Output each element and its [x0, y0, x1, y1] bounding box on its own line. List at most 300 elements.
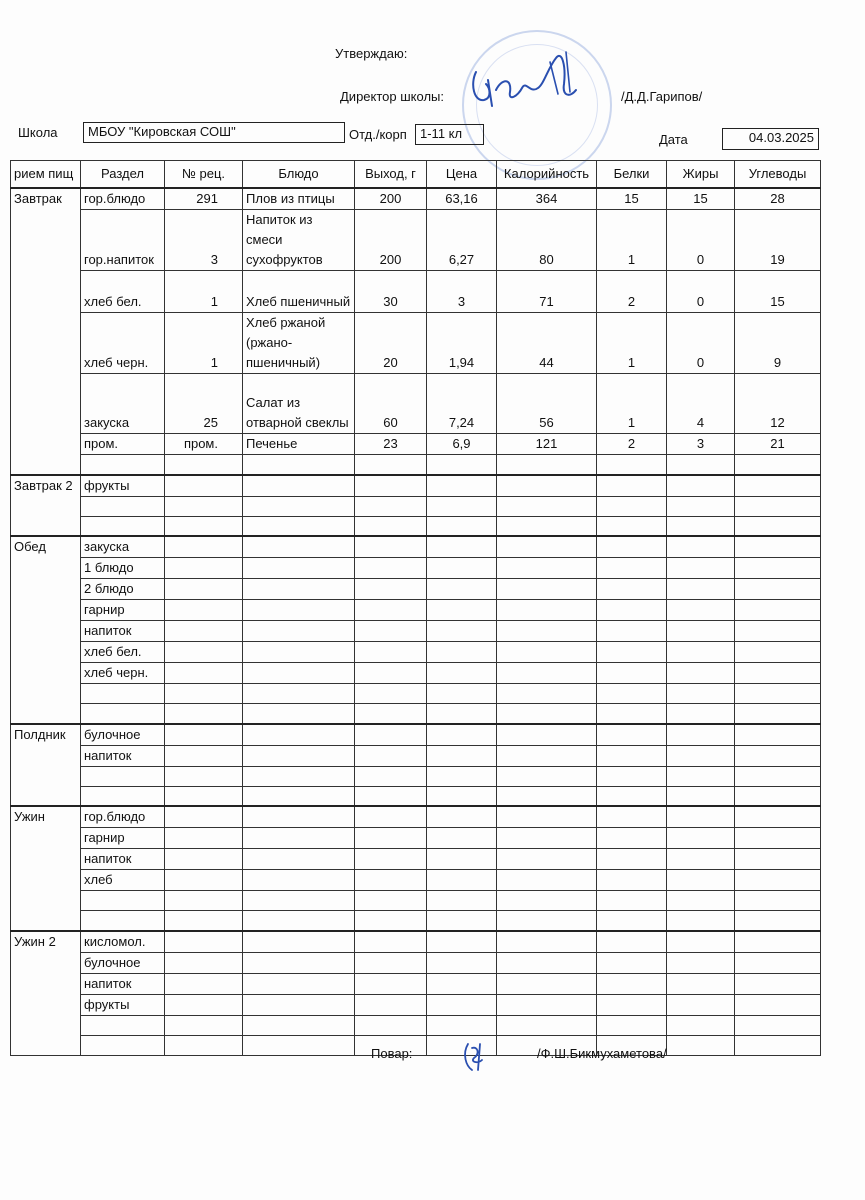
table-header-row	[11, 161, 821, 189]
table-row	[11, 600, 821, 621]
cell-fats	[667, 1015, 735, 1035]
cell-proteins	[597, 475, 667, 497]
cell-carbs: 28	[735, 188, 821, 210]
cell-price	[427, 952, 497, 973]
cell-weight: 20	[355, 313, 427, 374]
cell-section: пром.	[81, 434, 165, 455]
table-row	[11, 786, 821, 806]
cell-dish	[243, 911, 355, 931]
cell-fats	[667, 994, 735, 1015]
cell-dish	[243, 724, 355, 746]
col-header-meal: рием пищ	[11, 161, 81, 189]
cell-weight	[355, 455, 427, 475]
cell-price: 63,16	[427, 188, 497, 210]
cell-calories	[497, 952, 597, 973]
cell-carbs	[735, 1015, 821, 1035]
cell-fats	[667, 558, 735, 579]
cell-carbs	[735, 891, 821, 911]
cell-carbs	[735, 806, 821, 828]
col-header-dish: Блюдо	[243, 161, 355, 189]
cell-weight	[355, 786, 427, 806]
cell-proteins	[597, 828, 667, 849]
cell-weight	[355, 496, 427, 516]
cell-calories	[497, 766, 597, 786]
cell-carbs	[735, 536, 821, 558]
table-row	[11, 374, 821, 434]
cell-recipe	[165, 870, 243, 891]
cell-proteins: 2	[597, 434, 667, 455]
cell-weight	[355, 806, 427, 828]
table-row	[11, 684, 821, 704]
cell-recipe	[165, 663, 243, 684]
cell-carbs	[735, 994, 821, 1015]
cell-recipe	[165, 973, 243, 994]
cell-fats	[667, 766, 735, 786]
table-row	[11, 745, 821, 766]
cell-carbs	[735, 786, 821, 806]
cell-price	[427, 704, 497, 724]
cell-proteins	[597, 931, 667, 953]
cell-fats	[667, 642, 735, 663]
cell-fats: 4	[667, 374, 735, 434]
cell-proteins	[597, 496, 667, 516]
cell-fats	[667, 786, 735, 806]
table-row	[11, 536, 821, 558]
cook-name: /Ф.Ш.Бикмухаметова/	[537, 1046, 667, 1061]
cell-recipe	[165, 849, 243, 870]
cell-section	[81, 891, 165, 911]
cell-price	[427, 806, 497, 828]
table-row	[11, 475, 821, 497]
cell-section: гор.блюдо	[81, 188, 165, 210]
cell-price	[427, 663, 497, 684]
cell-fats	[667, 621, 735, 642]
cell-section: напиток	[81, 849, 165, 870]
cell-dish	[243, 952, 355, 973]
cell-weight	[355, 891, 427, 911]
cell-dish	[243, 663, 355, 684]
cell-price	[427, 536, 497, 558]
cell-weight	[355, 642, 427, 663]
cell-dish	[243, 994, 355, 1015]
cell-calories: 364	[497, 188, 597, 210]
cell-carbs: 15	[735, 271, 821, 313]
cell-price	[427, 745, 497, 766]
cell-calories	[497, 994, 597, 1015]
table-row	[11, 271, 821, 313]
cell-proteins	[597, 642, 667, 663]
cell-calories: 56	[497, 374, 597, 434]
cell-calories	[497, 663, 597, 684]
cell-section	[81, 1015, 165, 1035]
cell-dish	[243, 558, 355, 579]
cell-section: хлеб бел.	[81, 271, 165, 313]
col-header-recipe: № рец.	[165, 161, 243, 189]
cell-calories: 80	[497, 210, 597, 271]
cell-carbs	[735, 828, 821, 849]
cell-proteins	[597, 973, 667, 994]
cell-price	[427, 891, 497, 911]
cell-price	[427, 600, 497, 621]
cell-calories: 44	[497, 313, 597, 374]
cell-carbs: 21	[735, 434, 821, 455]
cell-fats	[667, 849, 735, 870]
cell-calories: 71	[497, 271, 597, 313]
cell-recipe: 1	[165, 313, 243, 374]
meal-name: Завтрак 2	[11, 475, 81, 537]
cell-weight	[355, 684, 427, 704]
cell-calories	[497, 931, 597, 953]
cell-recipe: 291	[165, 188, 243, 210]
table-row	[11, 704, 821, 724]
cell-calories	[497, 704, 597, 724]
cell-section: гор.напиток	[81, 210, 165, 271]
cell-calories	[497, 642, 597, 663]
table-row	[11, 952, 821, 973]
table-row	[11, 806, 821, 828]
cell-weight	[355, 704, 427, 724]
cell-weight	[355, 870, 427, 891]
cell-dish	[243, 642, 355, 663]
dept-label: Отд./корп	[349, 127, 407, 142]
table-row	[11, 313, 821, 374]
cell-section: 1 блюдо	[81, 558, 165, 579]
cell-recipe	[165, 475, 243, 497]
cell-recipe	[165, 621, 243, 642]
table-row	[11, 994, 821, 1015]
table-row	[11, 911, 821, 931]
cell-weight: 23	[355, 434, 427, 455]
cell-carbs	[735, 455, 821, 475]
cell-calories	[497, 891, 597, 911]
cell-dish	[243, 745, 355, 766]
cell-fats	[667, 891, 735, 911]
cell-recipe	[165, 704, 243, 724]
cell-dish	[243, 973, 355, 994]
cell-calories	[497, 536, 597, 558]
cell-calories: 121	[497, 434, 597, 455]
cell-weight	[355, 600, 427, 621]
cell-section: хлеб бел.	[81, 642, 165, 663]
cell-dish: Хлеб ржаной (ржано-пшеничный)	[243, 313, 355, 374]
cell-proteins	[597, 806, 667, 828]
cell-proteins: 15	[597, 188, 667, 210]
cell-proteins	[597, 600, 667, 621]
col-header-section: Раздел	[81, 161, 165, 189]
cell-fats	[667, 973, 735, 994]
meal-name: Полдник	[11, 724, 81, 807]
table-row	[11, 558, 821, 579]
cell-fats	[667, 496, 735, 516]
cell-proteins	[597, 849, 667, 870]
cell-dish	[243, 849, 355, 870]
cell-calories	[497, 745, 597, 766]
table-row	[11, 1035, 821, 1055]
cell-dish	[243, 766, 355, 786]
cell-price	[427, 870, 497, 891]
cell-calories	[497, 621, 597, 642]
cell-price: 1,94	[427, 313, 497, 374]
cell-recipe	[165, 786, 243, 806]
cell-calories	[497, 1015, 597, 1035]
cell-recipe	[165, 828, 243, 849]
cell-price: 7,24	[427, 374, 497, 434]
cell-recipe	[165, 1015, 243, 1035]
cell-weight	[355, 828, 427, 849]
meal-group	[11, 475, 821, 537]
cell-carbs	[735, 849, 821, 870]
cell-proteins	[597, 724, 667, 746]
director-name: /Д.Д.Гарипов/	[621, 89, 703, 104]
cell-carbs	[735, 558, 821, 579]
cell-dish	[243, 891, 355, 911]
cell-recipe	[165, 684, 243, 704]
meal-group	[11, 806, 821, 931]
school-label: Школа	[18, 125, 58, 140]
cell-weight	[355, 475, 427, 497]
cell-proteins	[597, 1015, 667, 1035]
col-header-carbs: Углеводы	[735, 161, 821, 189]
cell-carbs	[735, 724, 821, 746]
cell-price	[427, 766, 497, 786]
cell-dish	[243, 931, 355, 953]
cell-price: 3	[427, 271, 497, 313]
cell-dish	[243, 621, 355, 642]
cell-dish	[243, 828, 355, 849]
table-row	[11, 766, 821, 786]
cell-calories	[497, 516, 597, 536]
cell-weight	[355, 911, 427, 931]
cell-calories	[497, 455, 597, 475]
cell-calories	[497, 579, 597, 600]
cell-proteins	[597, 911, 667, 931]
cell-recipe	[165, 724, 243, 746]
cell-dish	[243, 496, 355, 516]
cell-fats	[667, 475, 735, 497]
cell-section: фрукты	[81, 994, 165, 1015]
cell-fats	[667, 600, 735, 621]
cell-dish	[243, 870, 355, 891]
cell-proteins	[597, 558, 667, 579]
cell-proteins	[597, 952, 667, 973]
cell-calories	[497, 973, 597, 994]
cell-weight: 200	[355, 188, 427, 210]
cell-price	[427, 994, 497, 1015]
meal-group	[11, 188, 821, 475]
cell-carbs	[735, 931, 821, 953]
cell-dish	[243, 536, 355, 558]
table-row	[11, 1015, 821, 1035]
cell-section	[81, 516, 165, 536]
meal-name: Обед	[11, 536, 81, 724]
table-row	[11, 434, 821, 455]
cell-proteins	[597, 455, 667, 475]
cell-carbs	[735, 475, 821, 497]
cell-price	[427, 828, 497, 849]
cell-proteins	[597, 704, 667, 724]
cell-proteins	[597, 766, 667, 786]
cell-carbs	[735, 704, 821, 724]
cell-section	[81, 1035, 165, 1055]
cell-price	[427, 579, 497, 600]
cell-weight	[355, 849, 427, 870]
cell-proteins	[597, 994, 667, 1015]
cell-fats	[667, 724, 735, 746]
cell-proteins	[597, 684, 667, 704]
cell-recipe	[165, 600, 243, 621]
cell-weight	[355, 994, 427, 1015]
cell-section: гарнир	[81, 828, 165, 849]
cell-recipe	[165, 516, 243, 536]
cell-fats	[667, 931, 735, 953]
table-row	[11, 621, 821, 642]
meal-group	[11, 536, 821, 724]
school-field: МБОУ "Кировская СОШ"	[83, 122, 345, 143]
cell-carbs	[735, 496, 821, 516]
cell-recipe	[165, 642, 243, 663]
cell-recipe	[165, 558, 243, 579]
col-header-price: Цена	[427, 161, 497, 189]
cell-dish: Напиток из смеси сухофруктов	[243, 210, 355, 271]
cell-calories	[497, 786, 597, 806]
col-header-weight: Выход, г	[355, 161, 427, 189]
cell-section: хлеб черн.	[81, 663, 165, 684]
table-row	[11, 496, 821, 516]
cell-calories	[497, 600, 597, 621]
cell-weight	[355, 745, 427, 766]
cell-price	[427, 642, 497, 663]
cell-weight	[355, 724, 427, 746]
approve-label: Утверждаю:	[335, 46, 408, 61]
cell-recipe	[165, 1035, 243, 1055]
cell-dish	[243, 1015, 355, 1035]
cell-carbs	[735, 579, 821, 600]
cell-carbs	[735, 870, 821, 891]
cell-section	[81, 766, 165, 786]
cell-recipe: пром.	[165, 434, 243, 455]
cell-fats	[667, 870, 735, 891]
cell-fats	[667, 516, 735, 536]
cell-recipe	[165, 911, 243, 931]
cell-dish: Плов из птицы	[243, 188, 355, 210]
cell-weight	[355, 558, 427, 579]
cell-proteins	[597, 663, 667, 684]
cell-section: булочное	[81, 724, 165, 746]
cell-proteins: 1	[597, 313, 667, 374]
cell-price	[427, 849, 497, 870]
cook-signature	[456, 1040, 492, 1074]
cell-fats	[667, 663, 735, 684]
cell-weight	[355, 536, 427, 558]
cell-dish	[243, 475, 355, 497]
cell-proteins	[597, 786, 667, 806]
cell-recipe	[165, 931, 243, 953]
cell-price	[427, 786, 497, 806]
cell-weight: 60	[355, 374, 427, 434]
cell-section: фрукты	[81, 475, 165, 497]
table-row	[11, 210, 821, 271]
cell-price	[427, 1015, 497, 1035]
cell-section: гарнир	[81, 600, 165, 621]
cell-calories	[497, 828, 597, 849]
cell-section	[81, 911, 165, 931]
cell-section: напиток	[81, 621, 165, 642]
cell-recipe	[165, 455, 243, 475]
cell-fats	[667, 952, 735, 973]
table-row	[11, 579, 821, 600]
cell-recipe	[165, 579, 243, 600]
cell-proteins	[597, 870, 667, 891]
cell-carbs: 12	[735, 374, 821, 434]
cell-section: закуска	[81, 374, 165, 434]
cell-carbs	[735, 973, 821, 994]
cell-dish	[243, 806, 355, 828]
cell-carbs	[735, 600, 821, 621]
cell-section: гор.блюдо	[81, 806, 165, 828]
cell-fats	[667, 579, 735, 600]
cell-recipe: 25	[165, 374, 243, 434]
cell-weight: 200	[355, 210, 427, 271]
cell-carbs	[735, 766, 821, 786]
cell-recipe	[165, 806, 243, 828]
director-label: Директор школы:	[340, 89, 444, 104]
table-row	[11, 188, 821, 210]
cell-weight	[355, 952, 427, 973]
cell-carbs: 19	[735, 210, 821, 271]
cell-weight	[355, 1015, 427, 1035]
menu-table	[10, 160, 821, 1056]
cell-price	[427, 558, 497, 579]
table-row	[11, 931, 821, 953]
cell-fats	[667, 1035, 735, 1055]
cell-price	[427, 516, 497, 536]
cell-carbs: 9	[735, 313, 821, 374]
cell-fats	[667, 684, 735, 704]
cell-calories	[497, 724, 597, 746]
meal-name: Ужин 2	[11, 931, 81, 1056]
cell-proteins	[597, 621, 667, 642]
cell-carbs	[735, 516, 821, 536]
cell-weight	[355, 579, 427, 600]
cell-proteins	[597, 891, 667, 911]
cell-fats	[667, 745, 735, 766]
cell-proteins: 1	[597, 210, 667, 271]
table-row	[11, 973, 821, 994]
meal-group	[11, 724, 821, 807]
cell-weight	[355, 621, 427, 642]
cell-proteins	[597, 516, 667, 536]
col-header-calories: Калорийность	[497, 161, 597, 189]
col-header-fats: Жиры	[667, 161, 735, 189]
cell-recipe	[165, 952, 243, 973]
meal-group	[11, 931, 821, 1056]
cell-fats: 0	[667, 271, 735, 313]
table-row	[11, 849, 821, 870]
cell-dish	[243, 516, 355, 536]
cell-calories	[497, 475, 597, 497]
cell-carbs	[735, 911, 821, 931]
cell-section	[81, 455, 165, 475]
cell-calories	[497, 911, 597, 931]
cell-weight	[355, 931, 427, 953]
cell-fats: 15	[667, 188, 735, 210]
cell-calories	[497, 684, 597, 704]
cell-calories	[497, 496, 597, 516]
cell-carbs	[735, 1035, 821, 1055]
cell-fats: 3	[667, 434, 735, 455]
cell-fats	[667, 536, 735, 558]
cell-dish	[243, 786, 355, 806]
